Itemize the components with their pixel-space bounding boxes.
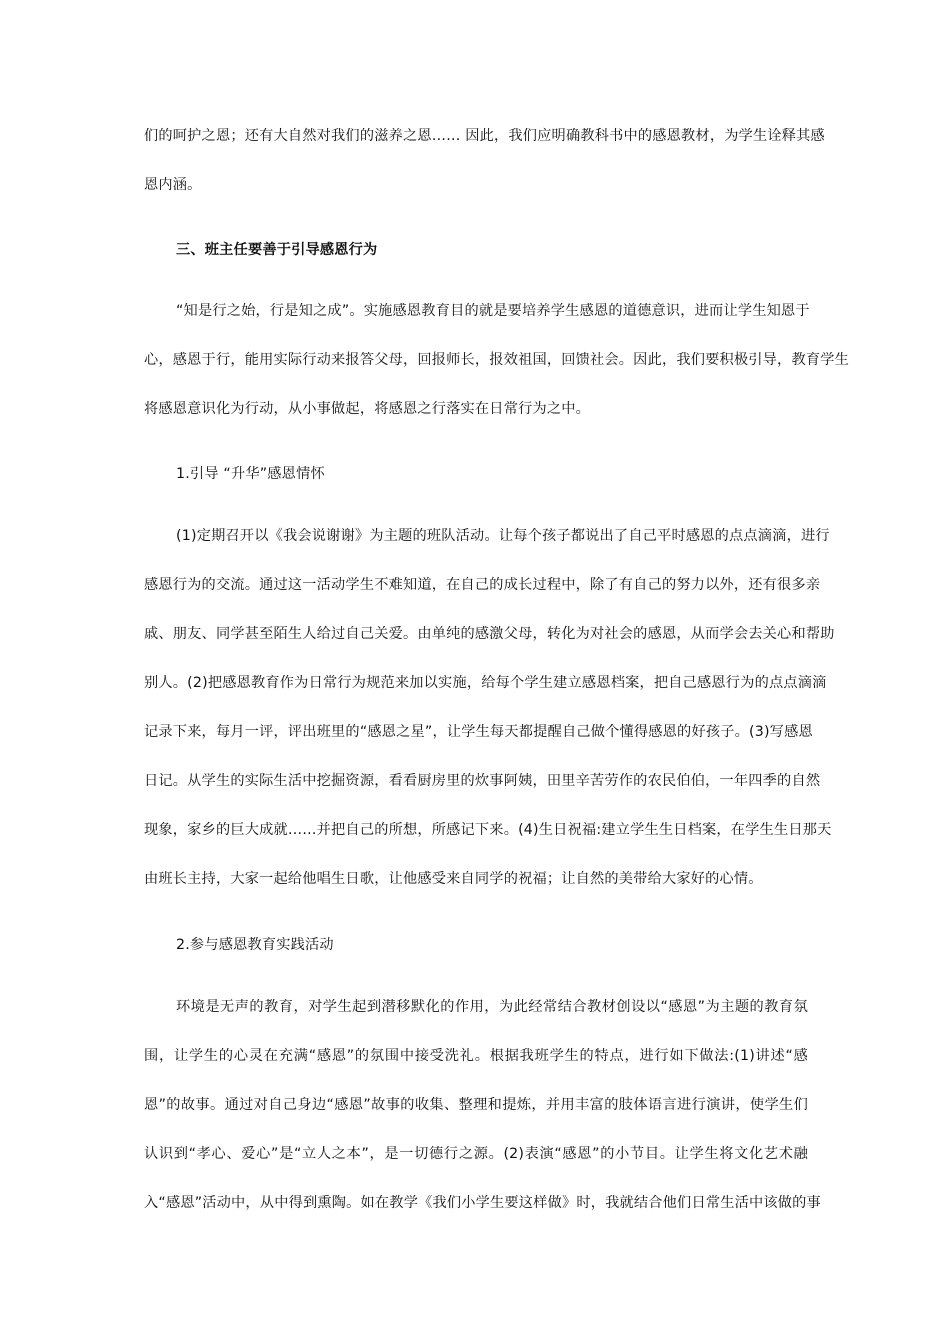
paragraph-2-line-3: 恩”的故事。通过对自己身边“感恩”故事的收集、整理和提炼，并用丰富的肢体语言进行演讲，使学生们 (144, 1097, 808, 1113)
paragraph-1-line-3: 戚、朋友、同学甚至陌生人给过自己关爱。由单纯的感激父母，转化为对社会的感恩，从而学会去关心和帮助 (144, 626, 835, 642)
intro-line-1: 们的呵护之恩；还有大自然对我们的滋养之恩…… 因此，我们应明确教科书中的感恩教材，为学生诠释其感 (144, 128, 825, 144)
subheading-1: 1.引导 “升华”感恩情怀 (176, 466, 325, 482)
paragraph-1-line-5: 记录下来，每月一评，评出班里的“感恩之星”，让学生每天都提醒自己做个懂得感恩的好孩子。(3)写感恩 (144, 724, 813, 740)
section-paragraph-line-2: 心，感恩于行，能用实际行动来报答父母，回报师长，报效祖国，回馈社会。因此，我们要积极引导，教育学生 (144, 352, 849, 368)
paragraph-2-line-5: 入“感恩”活动中，从中得到熏陶。如在教学《我们小学生要这样做》时，我就结合他们日常生活中该做的事 (144, 1195, 821, 1211)
section-paragraph-line-3: 将感恩意识化为行动，从小事做起，将感恩之行落实在日常行为之中。 (144, 401, 591, 417)
section-paragraph-line-1: “知是行之始，行是知之成”。实施感恩教育目的就是要培养学生感恩的道德意识，进而让学生知恩于 (176, 303, 810, 319)
section-heading: 三、班主任要善于引导感恩行为 (176, 242, 378, 258)
paragraph-2-line-4: 认识到“孝心、爱心”是“立人之本”，是一切德行之源。(2)表演“感恩”的小节目。让学生将文化艺术融 (144, 1146, 808, 1162)
paragraph-1-line-7: 现象，家乡的巨大成就……并把自己的所想，所感记下来。(4)生日祝福:建立学生生日档案，在学生生日那天 (144, 822, 832, 838)
paragraph-1-line-2: 感恩行为的交流。通过这一活动学生不难知道，在自己的成长过程中，除了有自己的努力以外，还有很多亲 (144, 577, 821, 593)
paragraph-2-line-1: 环境是无声的教育，对学生起到潜移默化的作用，为此经常结合教材创设以“感恩”为主题的教育氛 (176, 999, 808, 1015)
intro-line-2: 恩内涵。 (144, 177, 202, 193)
paragraph-1-line-4: 别人。(2)把感恩教育作为日常行为规范来加以实施，给每个学生建立感恩档案，把自己感恩行为的点点滴滴 (144, 675, 827, 691)
paragraph-1-line-8: 由班长主持，大家一起给他唱生日歌，让他感受来自同学的祝福；让自然的美带给大家好的心情。 (144, 871, 763, 887)
paragraph-1-line-6: 日记。从学生的实际生活中挖掘资源，看看厨房里的炊事阿姨，田里辛苦劳作的农民伯伯，一年四季的自然 (144, 773, 821, 789)
paragraph-1-line-1: (1)定期召开以《我会说谢谢》为主题的班队活动。让每个孩子都说出了自己平时感恩的点点滴滴，进行 (176, 528, 830, 544)
paragraph-2-line-2: 围，让学生的心灵在充满“感恩”的氛围中接受洗礼。根据我班学生的特点，进行如下做法:(1)讲述“感 (144, 1048, 808, 1064)
subheading-2: 2.参与感恩教育实践活动 (176, 937, 334, 953)
